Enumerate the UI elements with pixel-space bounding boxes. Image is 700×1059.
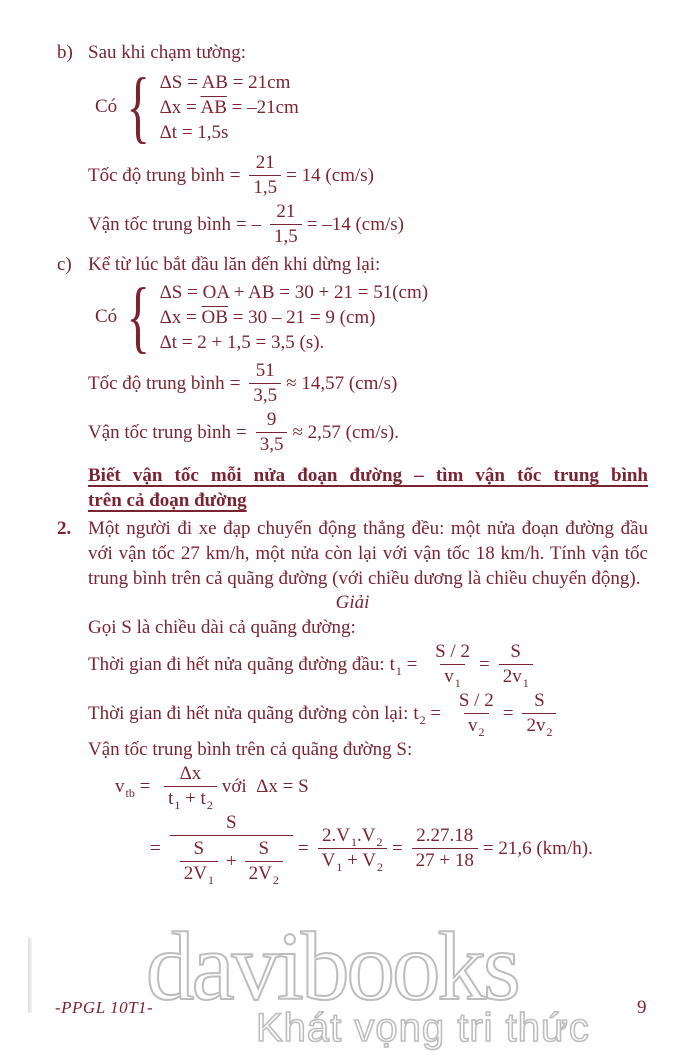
num-part: .V: [357, 825, 376, 846]
den-base: v: [444, 666, 454, 687]
den-base: v: [468, 715, 478, 736]
fraction: [522, 690, 556, 737]
t1-label: Thời gian đi hết nửa quãng đường đầu:: [88, 653, 385, 675]
subscript-2: 2: [206, 798, 213, 812]
equation-ds: ΔS = AB = 21cm: [159, 71, 291, 93]
den-base: 2v: [526, 715, 546, 736]
watermark-slogan: Khát vọng tri thức: [256, 1006, 590, 1050]
plus-sign: +: [225, 850, 237, 872]
result-text: = –14 (cm/s): [306, 213, 404, 235]
fraction: [249, 152, 281, 199]
subscript-2: 2: [272, 873, 279, 887]
fraction-numerator: [318, 825, 386, 848]
subscript-tb: tb: [125, 785, 135, 800]
equals-sign: =: [478, 653, 490, 675]
dx-post: = –21cm: [226, 96, 299, 118]
fraction-numerator: 51: [255, 360, 275, 381]
fraction-denominator: 1,5: [249, 175, 281, 199]
subscript-2: 2: [376, 860, 383, 874]
equals-sign: =: [401, 653, 423, 675]
solution-t2-line: [88, 690, 648, 737]
result-text: ≈ 14,57 (cm/s): [286, 372, 398, 394]
page-number: 9: [637, 997, 647, 1018]
fraction-denominator: [440, 664, 465, 688]
velocity-label: Vận tốc trung bình: [88, 213, 232, 235]
fraction: [431, 641, 474, 688]
speed-label: Tốc độ trung bình: [88, 164, 225, 186]
problem-statement: Một người đi xe đạp chuyển động thẳng đều: một nửa đoạn đường đầu với vận tốc 27 km/h, một nửa còn lại với vận tốc 18 km/h. Tính vận tốc trung bình trên cả quãng đường (với chiều dương là chiều chuyển động).: [88, 518, 648, 589]
den-t1: t: [168, 788, 174, 809]
fraction-denominator: [170, 835, 293, 885]
subscript-1: 1: [522, 676, 529, 690]
equation-ds: ΔS = OA + AB = 30 + 21 = 51(cm): [159, 281, 429, 303]
left-brace: {: [126, 63, 151, 151]
solution-t1-line: [88, 641, 648, 688]
equation-dx: [160, 305, 428, 330]
problem-number: 2.: [57, 518, 72, 539]
fraction-numerator: Δx: [179, 763, 202, 784]
subscript-1: 1: [454, 676, 461, 690]
dx-pre: Δx =: [159, 306, 202, 328]
var-v: v: [115, 775, 125, 797]
section-c-speed-line: [88, 360, 648, 407]
den-part: V: [321, 850, 336, 871]
section-b-header: [57, 42, 648, 64]
fraction: [318, 825, 387, 872]
subscript-1: 1: [395, 663, 402, 678]
den-part: + V: [342, 850, 376, 871]
watermark-logo-text: davibooks: [146, 913, 518, 1020]
solution-final-line: [150, 812, 648, 885]
vtb-variable: [115, 776, 155, 798]
result-text: = 14 (cm/s): [286, 164, 374, 186]
fraction: [499, 641, 533, 688]
subscript-1: 1: [336, 860, 343, 874]
fraction-denominator: [499, 664, 533, 688]
fraction-denominator: [318, 848, 387, 872]
solution-vtb-line: [115, 763, 648, 810]
nested-fraction: [245, 838, 283, 885]
fraction-denominator: [464, 713, 489, 737]
num-part: 2.V: [322, 825, 351, 846]
equals-sign: =: [297, 837, 309, 859]
fraction-denominator: 3,5: [249, 383, 281, 407]
overline-ab: $\overline{AB}$: [200, 96, 227, 118]
system-lines: [160, 280, 428, 355]
nested-fraction: [180, 838, 218, 885]
t1-variable: [390, 654, 423, 676]
equals-sign: =: [134, 775, 156, 797]
fraction: [270, 201, 302, 248]
fraction-denominator: 27 + 18: [412, 848, 478, 872]
den-base: 2V: [248, 863, 272, 884]
equals-sign: =: [229, 164, 241, 186]
section-c-title: Kể từ lúc bắt đầu lăn đến khi dừng lại:: [88, 254, 381, 275]
speed-label: Tốc độ trung bình: [88, 372, 225, 394]
section-b-velocity-line: [88, 201, 648, 248]
den-base: 2v: [502, 666, 522, 687]
result-text: ≈ 2,57 (cm/s).: [292, 421, 399, 443]
equals-sign: =: [391, 837, 403, 859]
section-b-speed-line: [88, 152, 648, 199]
subscript-2: 2: [546, 725, 553, 739]
subscript-2: 2: [376, 835, 383, 849]
fraction: [455, 690, 498, 737]
heading-line-1: Biết vận tốc mỗi nửa đoạn đường – tìm vận tốc trung bình: [88, 465, 648, 486]
footer-book-code: -PPGL 10T1-: [55, 998, 154, 1017]
equals-sign: =: [150, 837, 161, 859]
t2-variable: [413, 703, 446, 725]
fraction-numerator: 2.27.18: [416, 825, 474, 846]
system-lines: [160, 70, 299, 145]
equals-minus-sign: = –: [236, 213, 261, 235]
fraction-numerator: S: [510, 641, 521, 662]
section-b-system: [95, 63, 648, 151]
subscript-1: 1: [351, 835, 358, 849]
fraction-numerator: S: [258, 838, 270, 859]
subscript-2: 2: [478, 725, 485, 739]
page-edge-shadow: [28, 938, 32, 1013]
dx-pre: Δx =: [159, 96, 201, 118]
subscript-1: 1: [174, 798, 181, 812]
equation-dt: Δt = 1,5s: [159, 121, 229, 143]
left-brace: {: [126, 273, 151, 361]
den-plus-t2: + t: [180, 788, 206, 809]
fraction: [412, 825, 478, 872]
section-heading: [88, 464, 648, 512]
section-c-velocity-line: [88, 409, 648, 456]
fraction-denominator: [245, 861, 283, 885]
fraction-numerator: 9: [266, 409, 277, 430]
var-t: t: [413, 702, 419, 724]
overline-ob: $\overline{OB}$: [201, 306, 228, 328]
fraction-denominator: 1,5: [270, 224, 302, 248]
equation-dx: [160, 95, 299, 120]
section-b-label: b): [57, 42, 73, 63]
velocity-label: Vận tốc trung bình: [88, 421, 232, 443]
solution-heading: Giải: [335, 592, 370, 613]
co-word: Có: [95, 306, 118, 327]
subscript-1: 1: [207, 873, 214, 887]
fraction: [249, 360, 281, 407]
fraction-numerator: S: [226, 812, 237, 833]
fraction-numerator: S / 2: [458, 690, 494, 711]
fraction-denominator: [180, 861, 218, 885]
den-base: 2V: [183, 863, 207, 884]
fraction-denominator: [522, 713, 556, 737]
fraction: [256, 409, 288, 456]
var-t: t: [389, 653, 395, 675]
section-b-title: Sau khi chạm tường:: [88, 42, 247, 63]
fraction-numerator: S: [534, 690, 545, 711]
condition-text: với Δx = S: [221, 775, 309, 797]
solution-intro: Gọi S là chiều dài cả quãng đường:: [88, 617, 356, 638]
big-fraction: [170, 812, 293, 885]
t2-label: Thời gian đi hết nửa quãng đường còn lại:: [88, 702, 409, 724]
section-c-label: c): [57, 254, 72, 275]
fraction: [164, 763, 217, 810]
dx-post: = 30 – 21 = 9 (cm): [227, 306, 376, 328]
fraction-denominator: 3,5: [256, 432, 288, 456]
problem-2: [57, 516, 648, 591]
heading-line-2: trên cả đoạn đường: [88, 490, 247, 511]
fraction-numerator: S: [193, 838, 205, 859]
result-text: = 21,6 (km/h).: [482, 837, 593, 859]
section-c-system: [95, 273, 648, 361]
fraction-denominator: [164, 786, 217, 810]
fraction-numerator: 21: [276, 201, 296, 222]
equation-dt: Δt = 2 + 1,5 = 3,5 (s).: [159, 331, 325, 353]
vtb-intro: Vận tốc trung bình trên cả quãng đường S:: [88, 739, 413, 760]
equals-sign: =: [425, 702, 446, 724]
equals-sign: =: [229, 372, 241, 394]
equals-sign: =: [236, 421, 247, 443]
co-word: Có: [95, 96, 118, 117]
equals-sign: =: [502, 702, 514, 724]
subscript-2: 2: [419, 712, 426, 727]
fraction-numerator: 21: [255, 152, 275, 173]
fraction-numerator: S / 2: [435, 641, 470, 662]
